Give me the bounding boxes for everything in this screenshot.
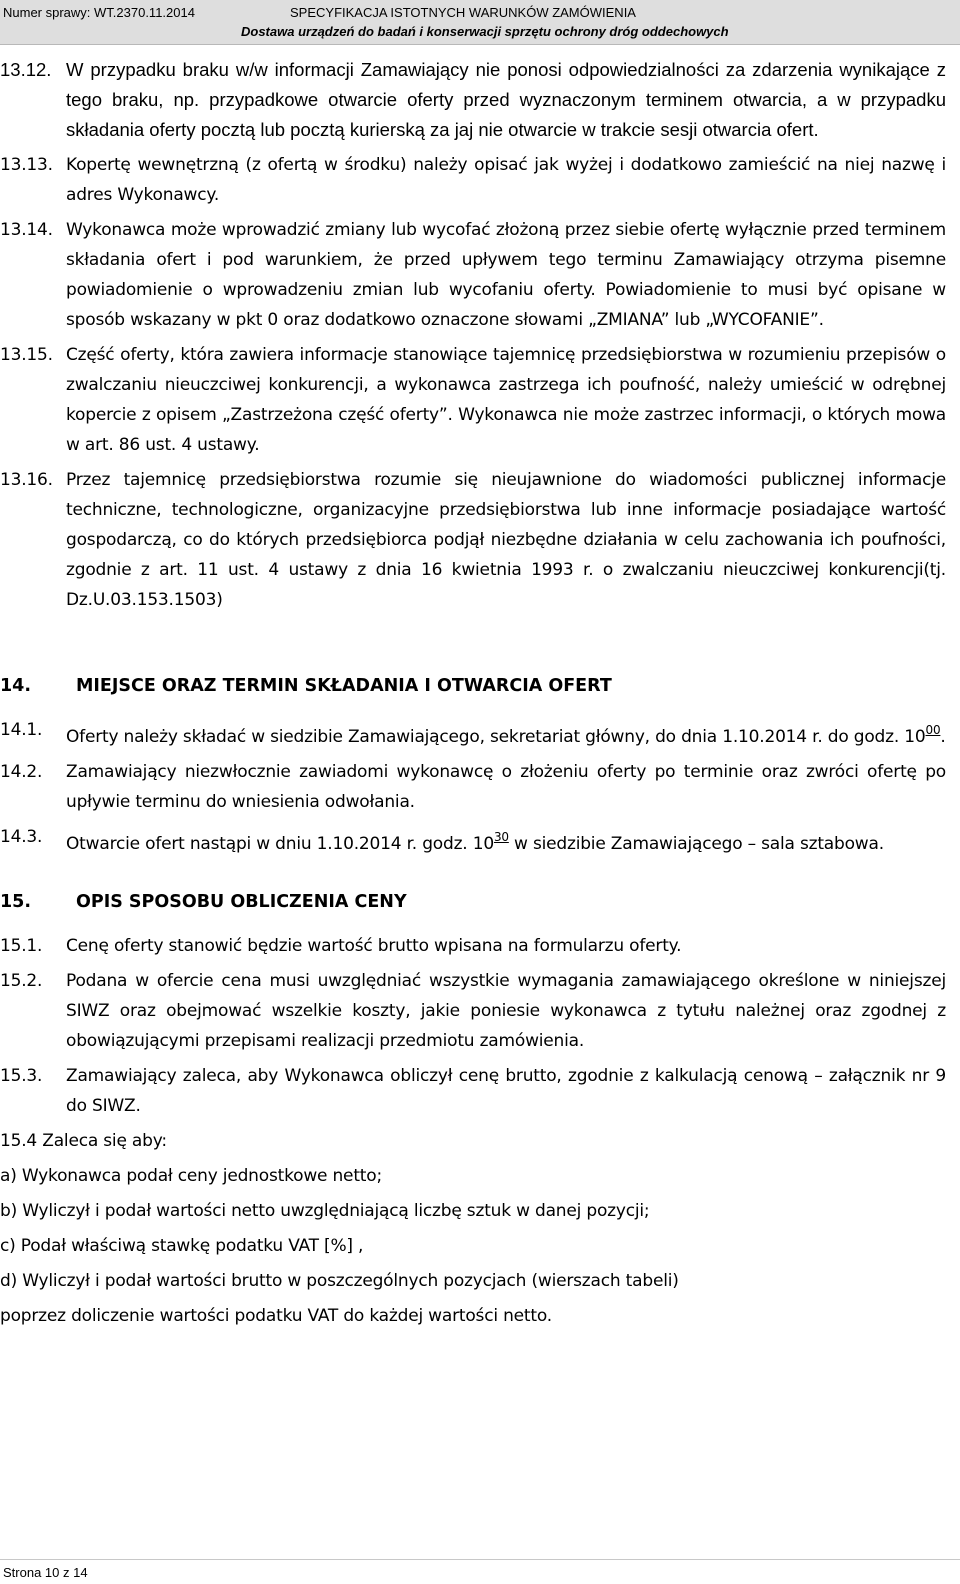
clause-text: Przez tajemnicę przedsiębiorstwa rozumie się nieujawnione do wiadomości publicznej informacje techniczne, technologiczne, organizacyjne przedsiębiorstwa lub inne informacje posiadające wartość gospodarczą, co do których przedsiębiorca podjął niezbędne działania w celu zachowania ich poufności, zgodnie z art. 11 ust. 4 ustawy z dnia 16 kwietnia 1993 r. o zwalczaniu nieuczciwej konkurencji(tj. Dz.U.03.153.1503) <box>66 470 946 610</box>
clause-number: 13.14. <box>0 220 53 240</box>
recommendation-item-d: d) Wyliczył i podał wartości brutto w poszczególnych pozycjach (wierszach tabeli) <box>0 1271 679 1291</box>
recommendation-closing: poprzez doliczenie wartości podatku VAT do każdej wartości netto. <box>0 1306 552 1326</box>
document-body <box>0 55 946 1336</box>
clause-number: 14.1. <box>0 720 43 740</box>
section-number: 15. <box>0 892 32 912</box>
section-title: MIEJSCE ORAZ TERMIN SKŁADANIA I OTWARCIA OFERT <box>76 676 612 696</box>
clause-text: Podana w ofercie cena musi uwzględniać wszystkie wymagania zamawiającego określone w niniejszej SIWZ oraz obejmować wszelkie koszty, jakie poniesie wykonawca z tytułu należnej oraz zgodnej z obowiązującymi przepisami realizacji przedmiotu zamówienia. <box>66 971 946 1051</box>
clause-number: 13.16. <box>0 470 53 490</box>
clause-14-1 <box>0 715 946 752</box>
clause-number: 13.15. <box>0 345 53 365</box>
clause-14-3 <box>0 822 946 859</box>
document-subtitle: Dostawa urządzeń do badań i konserwacji sprzętu ochrony dróg oddechowych <box>241 24 729 39</box>
clause-text: Kopertę wewnętrzną (z ofertą w środku) należy opisać jak wyżej i dodatkowo zamieścić na niej nazwę i adres Wykonawcy. <box>66 155 946 205</box>
recommendation-item-a: a) Wykonawca podał ceny jednostkowe netto; <box>0 1166 382 1186</box>
clause-number: 14.2. <box>0 762 43 782</box>
clause-number: 15.1. <box>0 936 43 956</box>
section-title: OPIS SPOSOBU OBLICZENIA CENY <box>76 892 407 912</box>
time-superscript: 30 <box>493 830 509 844</box>
clause-15-3 <box>0 1061 946 1121</box>
section-number: 14. <box>0 676 32 696</box>
clause-number: 14.3. <box>0 827 43 847</box>
clause-number: 15.3. <box>0 1066 43 1086</box>
clause-13-16 <box>0 465 946 615</box>
clause-15-2 <box>0 966 946 1056</box>
clause-number: 13.12. <box>0 59 52 80</box>
page-number: Strona 10 z 14 <box>3 1565 88 1580</box>
section-14-heading <box>0 671 946 701</box>
clause-15-1 <box>0 931 946 961</box>
page-footer <box>0 1559 960 1584</box>
clause-13-15 <box>0 340 946 460</box>
clause-text: Zamawiający niezwłocznie zawiadomi wykonawcę o złożeniu oferty po terminie oraz zwróci ofertę po upływie terminu do wniesienia odwołania. <box>66 762 946 812</box>
clause-text: Część oferty, która zawiera informacje stanowiące tajemnicę przedsiębiorstwa w rozumieniu przepisów o zwalczaniu nieuczciwej konkurencji, a wykonawca zastrzega ich poufność, należy umieścić w odrębnej kopercie z opisem „Zastrzeżona część oferty”. Wykonawca nie może zastrzec informacji, o których mowa w art. 86 ust. 4 ustawy. <box>66 345 946 455</box>
clause-text: Oferty należy składać w siedzibie Zamawiającego, sekretariat główny, do dnia 1.10.2014 r. do godz. $10^{00}$. <box>66 723 946 747</box>
clause-text: Wykonawca może wprowadzić zmiany lub wycofać złożoną przez siebie ofertę wyłącznie przed terminem składania ofert i pod warunkiem, że przed upływem tego terminu Zamawiający otrzyma pisemne powiadomienie o wprowadzeniu zmian lub wycofaniu oferty. Powiadomienie to musi być opisane w sposób wskazany w pkt 0 oraz dodatkowo oznaczone słowami „ZMIANA” lub „WYCOFANIE”. <box>66 220 946 330</box>
clause-number: 15.2. <box>0 971 43 991</box>
clause-13-14 <box>0 215 946 335</box>
clause-number: 13.13. <box>0 155 53 175</box>
clause-text: Otwarcie ofert nastąpi w dniu 1.10.2014 r. godz. $10^{30}$ w siedzibie Zamawiającego – sala sztabowa. <box>66 830 884 854</box>
clause-14-2 <box>0 757 946 817</box>
page-header <box>0 0 960 45</box>
clause-text: Zamawiający zaleca, aby Wykonawca obliczył cenę brutto, zgodnie z kalkulacją cenową – załącznik nr 9 do SIWZ. <box>66 1066 946 1116</box>
clause-13-13 <box>0 150 946 210</box>
section-15-heading <box>0 887 946 917</box>
case-number: Numer sprawy: WT.2370.11.2014 <box>3 5 195 20</box>
document-title: SPECYFIKACJA ISTOTNYCH WARUNKÓW ZAMÓWIENIA <box>290 5 636 20</box>
time-superscript: 00 <box>925 723 941 737</box>
clause-text: W przypadku braku w/w informacji Zamawiający nie ponosi odpowiedzialności za zdarzenia wynikające z tego braku, np. przypadkowe otwarcie oferty przed wyznaczonym terminem otwarcia, a w przypadku składania oferty pocztą lub pocztą kurierską za jaj nie otwarcie w trakcie sesji otwarcia ofert. <box>66 59 946 140</box>
recommendation-item-b: b) Wyliczył i podał wartości netto uwzględniającą liczbę sztuk w danej pozycji; <box>0 1201 650 1221</box>
clause-13-12 <box>0 55 946 145</box>
clause-text: Cenę oferty stanowić będzie wartość brutto wpisana na formularzu oferty. <box>66 936 682 956</box>
recommendation-intro: 15.4 Zaleca się aby: <box>0 1131 167 1151</box>
recommendation-item-c: c) Podał właściwą stawkę podatku VAT [%] , <box>0 1236 364 1256</box>
